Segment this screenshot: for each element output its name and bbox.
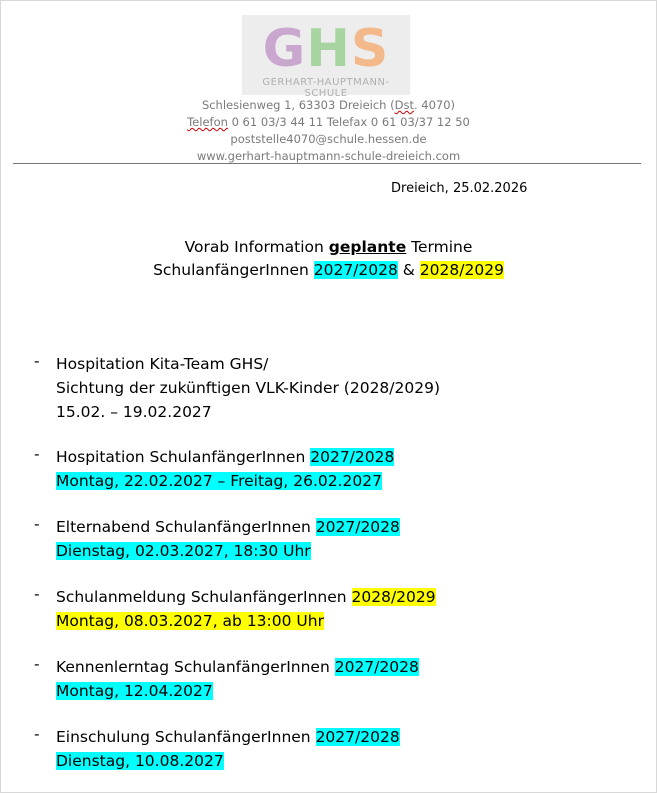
list-dash: - <box>34 352 40 370</box>
address-line <box>1 98 656 112</box>
document-date: Dreieich, 25.02.2026 <box>391 181 528 196</box>
phone-line <box>1 115 656 129</box>
list-dash: - <box>34 655 40 673</box>
header-divider <box>13 163 641 164</box>
title-year-b: 2028/2029 <box>419 261 504 279</box>
list-dash: - <box>34 725 40 743</box>
item-year: 2027/2028 <box>315 518 400 536</box>
item-date <box>56 539 311 563</box>
item-line: Sichtung der zukünftigen VLK-Kinder (2028/2029) <box>56 379 441 397</box>
item-title <box>56 655 419 679</box>
item-date-text: Montag, 12.04.2027 <box>56 682 213 700</box>
logo-letter-s: S <box>350 19 390 79</box>
logo-subtitle: GERHART-HAUPTMANN-SCHULE <box>262 77 390 99</box>
item-title-text: Schulanmeldung SchulanfängerInnen <box>56 588 352 606</box>
item-date <box>56 609 324 633</box>
item-date <box>56 749 224 773</box>
item-year: 2027/2028 <box>334 658 419 676</box>
email-line: poststelle4070@schule.hessen.de <box>230 132 427 146</box>
item-date <box>56 679 213 703</box>
school-logo <box>242 15 410 99</box>
title-line-1 <box>1 238 656 256</box>
item-title-text: Elternabend SchulanfängerInnen <box>56 518 316 536</box>
item-title <box>56 585 436 609</box>
item-year: 2028/2029 <box>351 588 436 606</box>
logo-letters <box>242 19 410 79</box>
list-dash: - <box>34 445 40 463</box>
item-line: 15.02. – 19.02.2027 <box>56 403 212 421</box>
title-year-a: 2027/2028 <box>313 261 398 279</box>
title-line2-pre: SchulanfängerInnen <box>153 261 314 279</box>
item-date-text: Montag, 08.03.2027, ab 13:00 Uhr <box>56 612 324 630</box>
item-date-text: Dienstag, 02.03.2027, 18:30 Uhr <box>56 542 311 560</box>
website-line: www.gerhart-hauptmann-schule-dreieich.com <box>196 149 461 163</box>
address-dst: Dst <box>394 98 414 112</box>
item-title <box>56 515 400 539</box>
item-title-text: Hospitation SchulanfängerInnen <box>56 448 311 466</box>
logo-letter-h: H <box>306 19 351 79</box>
item-date <box>56 469 382 493</box>
item-date-text: Montag, 22.02.2027 – Freitag, 26.02.2027 <box>56 472 382 490</box>
item-title <box>56 725 400 749</box>
title-line-2 <box>1 261 656 279</box>
item-year: 2027/2028 <box>315 728 400 746</box>
item-title <box>56 445 394 469</box>
title-emphasis: geplante <box>328 238 407 256</box>
logo-letter-g: G <box>262 19 307 79</box>
phone-word: Telefon <box>187 115 228 129</box>
item-line: Hospitation Kita-Team GHS/ <box>56 355 269 373</box>
list-dash: - <box>34 515 40 533</box>
item-date-text: Dienstag, 10.08.2027 <box>56 752 224 770</box>
item-title-text: Kennenlerntag SchulanfängerInnen <box>56 658 335 676</box>
item-year: 2027/2028 <box>310 448 395 466</box>
address-post: . 4070) <box>413 98 456 112</box>
phone-rest: 0 61 03/3 44 11 Telefax 0 61 03/37 12 50 <box>227 115 470 129</box>
list-dash: - <box>34 585 40 603</box>
title-post: Termine <box>406 238 473 256</box>
title-pre: Vorab Information <box>184 238 329 256</box>
item-title-text: Einschulung SchulanfängerInnen <box>56 728 316 746</box>
address-pre: Schlesienweg 1, 63303 Dreieich ( <box>201 98 395 112</box>
title-amp: & <box>397 261 420 279</box>
